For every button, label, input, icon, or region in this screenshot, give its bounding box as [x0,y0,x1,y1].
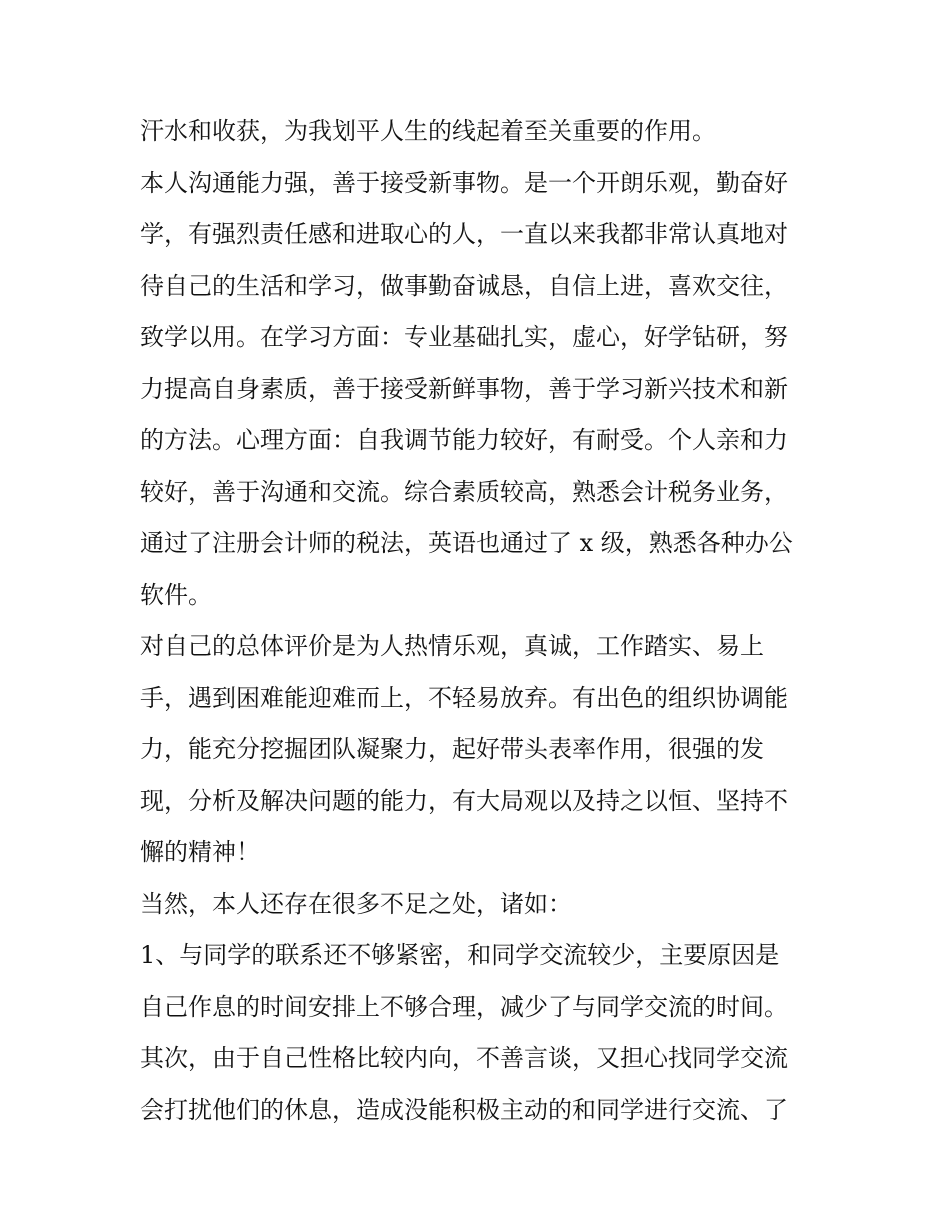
text-line: 其次，由于自己性格比较内向，不善言谈，又担心找同学交流 [140,1044,788,1072]
text-line: 现，分析及解决问题的能力，有大局观以及持之以恒、坚持不 [140,786,788,815]
text-line: 本人沟通能力强，善于接受新事物。是一个开朗乐观，勤奋好 [140,168,788,197]
text-line: 力，能充分挖掘团队凝聚力，起好带头表率作用，很强的发 [140,735,764,763]
text-line: 当然，本人还存在很多不足之处，诸如： [140,889,572,918]
text-line: 懈的精神！ [140,838,260,866]
text-line: 软件。 [140,580,212,609]
text-line: 较好，善于沟通和交流。综合素质较高，熟悉会计税务业务， [140,477,788,506]
text-line: 的方法。心理方面：自我调节能力较好，有耐受。个人亲和力 [140,426,788,454]
text-line: 汗水和收获，为我划平人生的线起着至关重要的作用。 [140,117,716,145]
text-line: 待自己的生活和学习，做事勤奋诚恳，自信上进，喜欢交往， [140,271,788,300]
text-line: 手，遇到困难能迎难而上，不轻易放弃。有出色的组织协调能 [140,683,788,712]
text-line: 致学以用。在学习方面：专业基础扎实，虚心，好学钻研，努 [140,323,788,351]
text-line: 通过了注册会计师的税法，英语也通过了 x 级，熟悉各种办公 [140,529,793,557]
document-body [140,106,820,1136]
text-line: 会打扰他们的休息，造成没能积极主动的和同学进行交流、了 [140,1095,788,1124]
text-line: 力提高自身素质，善于接受新鲜事物，善于学习新兴技术和新 [140,374,788,403]
text-line: 对自己的总体评价是为人热情乐观，真诚，工作踏实、易上 [140,632,764,660]
text-line: 1、与同学的联系还不够紧密，和同学交流较少，主要原因是 [140,941,780,969]
text-line: 学，有强烈责任感和进取心的人，一直以来我都非常认真地对 [140,220,788,248]
text-line: 自己作息的时间安排上不够合理，减少了与同学交流的时间。 [140,992,788,1021]
